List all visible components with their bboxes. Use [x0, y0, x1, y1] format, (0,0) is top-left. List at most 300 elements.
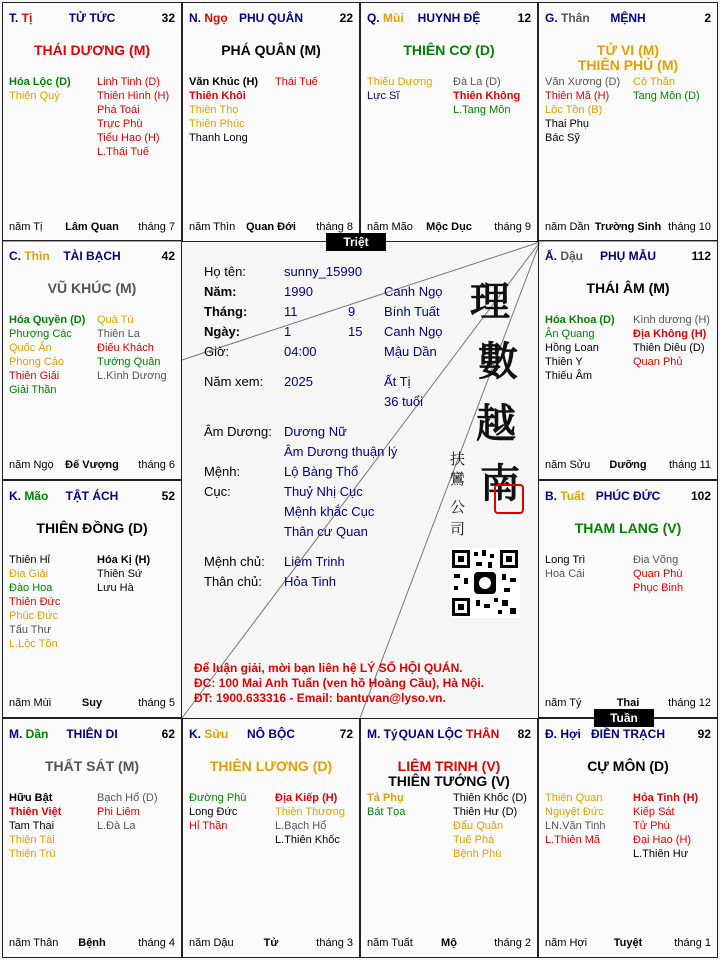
- major-star: THÁI DƯƠNG (M): [33, 42, 151, 58]
- name-value: sunny_15990: [284, 264, 363, 279]
- star-item: Hóa Quyền (D): [9, 314, 86, 326]
- palace-house-name: HUYNH ĐỆ: [417, 11, 481, 25]
- logo-small-2: 鸞: [450, 470, 466, 488]
- star-item: Thiên Tài: [9, 834, 55, 846]
- age-value: 36 tuổi: [384, 394, 424, 409]
- star-item: Hoa Cái: [545, 568, 585, 580]
- star-item: Hóa Lộc (D): [9, 76, 71, 88]
- star-item: Tử Phù: [633, 820, 670, 832]
- palace-can: Đ.: [545, 727, 561, 741]
- star-item: Thiên Không: [453, 90, 521, 102]
- palace-chi: Tý: [383, 727, 398, 741]
- star-item: L.Bạch Hổ: [275, 820, 327, 832]
- palace-header: [9, 249, 175, 265]
- palace-chi: Tuất: [560, 489, 585, 503]
- star-item: Tấu Thư: [9, 624, 52, 636]
- palace-house-name: PHÚC ĐỨC: [595, 489, 661, 503]
- star-item: Thiên Sứ: [97, 568, 143, 580]
- palace-chi: Ngọ: [204, 11, 228, 25]
- star-item: Giải Thần: [9, 384, 57, 396]
- palace-header: [367, 11, 531, 27]
- palace-ngo[interactable]: [182, 2, 360, 242]
- view-year-canchi: Ất Tị: [384, 374, 411, 389]
- logo-small-3: 公: [450, 498, 466, 516]
- palace-mao[interactable]: [2, 480, 182, 718]
- palace-month: tháng 11: [668, 459, 711, 471]
- palace-can: B.: [545, 489, 561, 503]
- star-item: Thiên Diêu (D): [633, 342, 705, 354]
- star-item: Hóa Khoa (D): [545, 314, 615, 326]
- star-item: Phong Cáo: [9, 356, 65, 368]
- star-item: Quả Tú: [97, 314, 134, 326]
- minor-stars-right: [633, 553, 683, 595]
- palace-can: G.: [545, 11, 562, 25]
- star-item: Đẩu Quân: [453, 820, 504, 832]
- star-item: L.Thiên Khốc: [275, 834, 340, 846]
- star-item: Phi Liêm: [97, 806, 140, 818]
- minor-stars-right: [97, 791, 158, 833]
- star-item: Thiên Hình (H): [97, 90, 170, 102]
- major-star: VŨ KHÚC (M): [47, 280, 137, 296]
- minor-stars-right: [275, 791, 345, 847]
- than-chu-value: Hỏa Tinh: [284, 574, 337, 589]
- palace-chi: Dậu: [560, 249, 584, 263]
- palace-number: 72: [339, 727, 353, 741]
- star-item: Thiên Y: [545, 356, 583, 368]
- minor-stars-left: [189, 791, 246, 833]
- palace-stage: Dưỡng: [609, 459, 647, 471]
- star-item: Thiên Việt: [9, 806, 62, 818]
- star-item: Văn Xương (D): [545, 76, 621, 88]
- palace-stage: Tử: [263, 937, 279, 949]
- palace-month: tháng 6: [138, 459, 175, 471]
- minor-stars-left: [9, 553, 60, 651]
- palace-year: năm Tuất: [367, 937, 413, 949]
- view-year-label: Năm xem:: [204, 374, 264, 389]
- star-item: Văn Khúc (H): [189, 76, 259, 88]
- palace-year: năm Thìn: [189, 221, 236, 233]
- name-label: Họ tên:: [204, 264, 246, 279]
- palace-year: năm Mùi: [9, 697, 52, 709]
- palace-footer: [9, 221, 175, 235]
- palace-number: 102: [690, 489, 711, 503]
- palace-footer: [545, 937, 711, 951]
- star-item: Bác Sỹ: [545, 132, 580, 144]
- star-item: Bát Tọa: [367, 806, 406, 818]
- palace-month: tháng 10: [668, 221, 711, 233]
- star-item: Thiên Khốc (D): [453, 792, 527, 804]
- star-item: Ân Quang: [545, 328, 595, 340]
- menh-chu-label: Mệnh chủ:: [204, 554, 265, 569]
- cuc-label: Cục:: [204, 484, 231, 499]
- palace-house-name: TỬ TỨC: [68, 11, 116, 25]
- palace-month: tháng 8: [316, 221, 353, 233]
- palace-chi: Thìn: [24, 249, 50, 263]
- palace-house-name: MỆNH: [610, 11, 646, 25]
- star-item: Thiếu Dương: [367, 76, 433, 88]
- palace-stage: Bệnh: [78, 937, 106, 949]
- star-item: Thiên Khôi: [189, 90, 246, 102]
- menh-value: Lộ Bàng Thổ: [284, 464, 359, 479]
- palace-stage: Trường Sinh: [594, 221, 662, 233]
- major-star: THIÊN TƯỚNG (V): [388, 773, 510, 789]
- palace-can: T.: [9, 11, 22, 25]
- palace-can: N.: [189, 11, 205, 25]
- star-item: Long Đức: [189, 806, 238, 818]
- am-duong-label: Âm Dương:: [204, 424, 272, 439]
- major-star: THIÊN ĐỒNG (D): [36, 520, 148, 536]
- minor-stars-right: [633, 313, 710, 369]
- palace-footer: [189, 937, 353, 951]
- palace-chi: Thân: [561, 11, 590, 25]
- hour-canchi: Mậu Dần: [384, 344, 437, 359]
- major-star: THIÊN PHỦ (M): [577, 57, 679, 73]
- minor-stars-right: [453, 791, 527, 861]
- palace-stage: Mộc Dục: [426, 221, 472, 233]
- star-item: Thiên Quý: [9, 90, 60, 102]
- palace-number: 32: [161, 11, 175, 25]
- palace-can: M.: [9, 727, 26, 741]
- palace-house: [545, 11, 711, 25]
- star-item: Địa Giải: [9, 568, 49, 580]
- hour-label: Giờ:: [204, 344, 230, 359]
- star-item: Địa Không (H): [633, 328, 707, 340]
- palace-chi: Sửu: [204, 727, 229, 741]
- palace-stage: Thai: [616, 697, 640, 709]
- star-item: Đà La (D): [453, 76, 501, 88]
- am-duong-value: Dương Nữ: [284, 424, 347, 439]
- palace-ti[interactable]: [2, 2, 182, 242]
- am-duong-relation: Âm Dương thuận lý: [284, 444, 398, 459]
- palace-stage: Lâm Quan: [65, 221, 119, 233]
- day-value: 1: [284, 324, 292, 339]
- palace-chi: Mão: [24, 489, 49, 503]
- star-item: Thiên Giải: [9, 370, 60, 382]
- triet-marker: Triệt: [326, 233, 386, 251]
- palace-house-name: TÀI BẠCH: [63, 249, 121, 263]
- palace-house-name: ĐIỀN TRẠCH: [591, 727, 665, 741]
- major-star: THÁI ÂM (M): [586, 280, 670, 296]
- palace-number: 2: [704, 11, 711, 25]
- major-star: LIÊM TRINH (V): [397, 758, 501, 774]
- qr-code-icon: [450, 548, 520, 618]
- star-item: L.Thiên Hư: [633, 848, 689, 860]
- star-item: Phục Binh: [633, 582, 684, 594]
- lunar-month-value: 9: [348, 304, 356, 319]
- palace-footer: [367, 937, 531, 951]
- palace-stage: Quan Đới: [246, 221, 296, 233]
- minor-stars-left: [9, 313, 85, 397]
- minor-stars-left: [545, 75, 620, 145]
- palace-house: [545, 489, 711, 503]
- month-value: 11: [284, 304, 298, 319]
- palace-thin[interactable]: [2, 240, 182, 480]
- palace-number: 82: [517, 727, 531, 741]
- palace-house: [545, 727, 711, 741]
- palace-mui[interactable]: [360, 2, 538, 242]
- palace-house-name: TẬT ÁCH: [65, 489, 119, 503]
- palace-number: 112: [691, 249, 711, 263]
- palace-ty[interactable]: [360, 718, 538, 958]
- star-item: Hóa Kị (H): [97, 554, 151, 566]
- star-item: Hỏa Tinh (H): [633, 792, 699, 804]
- palace-footer: [367, 221, 531, 235]
- logo-char-3: 越: [476, 400, 516, 447]
- palace-dan[interactable]: [2, 718, 182, 958]
- star-item: Thiên Hư (D): [453, 806, 518, 818]
- palace-footer: [545, 459, 711, 473]
- star-item: Điếu Khách: [97, 342, 154, 354]
- star-item: Kình dương (H): [633, 314, 710, 326]
- palace-header: [545, 11, 711, 27]
- palace-house: [545, 249, 711, 263]
- palace-house-name: NÔ BỘC: [247, 727, 295, 741]
- palace-can: C.: [9, 249, 25, 263]
- star-item: Lực Sĩ: [367, 90, 400, 102]
- palace-footer: [9, 697, 175, 711]
- star-item: Hữu Bật: [9, 792, 53, 804]
- palace-year: năm Dần: [545, 221, 590, 233]
- minor-stars-left: [545, 313, 615, 383]
- contact-line-1: Để luận giải, mời bạn liên hệ LÝ SỐ HỘI QUÁN.: [194, 661, 463, 675]
- star-item: Thiên Hỉ: [9, 554, 50, 566]
- star-item: Thiên Thọ: [189, 104, 239, 116]
- star-item: L.Thiên Mã: [545, 834, 601, 846]
- star-item: Phượng Các: [9, 328, 72, 340]
- palace-number: 62: [161, 727, 175, 741]
- star-item: L.Lộc Tồn: [9, 638, 58, 650]
- star-item: Lưu Hà: [97, 582, 134, 594]
- star-item: Phúc Đức: [9, 610, 58, 622]
- star-item: Tam Thai: [9, 820, 55, 832]
- palace-footer: [545, 221, 711, 235]
- palace-month: tháng 12: [668, 697, 711, 709]
- star-item: Tuế Phá: [453, 834, 495, 846]
- than-cu-value: Thân cư Quan: [284, 524, 368, 539]
- star-item: L.Kình Dương: [97, 370, 167, 382]
- palace-header: [189, 727, 353, 743]
- palace-year: năm Hợi: [545, 937, 588, 949]
- palace-stage: Đế Vượng: [65, 459, 119, 471]
- palace-can: M.: [367, 727, 384, 741]
- palace-tuat[interactable]: [538, 480, 718, 718]
- palace-month: tháng 3: [316, 937, 353, 949]
- star-item: Phá Toái: [97, 104, 140, 116]
- star-item: Quan Phù: [633, 568, 683, 580]
- view-year-value: 2025: [284, 374, 313, 389]
- palace-number: 12: [517, 11, 531, 25]
- major-star: PHÁ QUÂN (M): [221, 42, 321, 58]
- palace-can: K.: [189, 727, 205, 741]
- palace-year: năm Tý: [545, 697, 582, 709]
- palace-year: năm Mão: [367, 221, 413, 233]
- star-item: Thái Tuế: [275, 76, 318, 88]
- logo-char-2: 數: [478, 338, 518, 385]
- star-item: Thiên Phúc: [189, 118, 245, 130]
- palace-number: 22: [339, 11, 353, 25]
- minor-stars-right: [97, 313, 167, 383]
- minor-stars-left: [367, 791, 405, 819]
- star-item: Bạch Hổ (D): [97, 792, 158, 804]
- palace-house: [9, 727, 175, 741]
- star-item: Nguyệt Đức: [545, 806, 604, 818]
- palace-stage: Mộ: [441, 937, 457, 949]
- minor-stars-left: [545, 553, 585, 581]
- menh-label: Mệnh:: [204, 464, 241, 479]
- palace-than[interactable]: [538, 2, 718, 242]
- palace-house: [9, 11, 175, 25]
- palace-can: Ấ.: [545, 249, 561, 263]
- major-star: THIÊN CƠ (D): [403, 42, 495, 58]
- palace-chi: Tị: [21, 11, 33, 25]
- star-item: Thiên Thương: [275, 806, 346, 818]
- star-item: L.Thái Tuế: [97, 146, 149, 158]
- palace-house-name: QUAN LỘC: [398, 727, 463, 741]
- logo-char-4: 南: [480, 460, 520, 507]
- palace-year: năm Sửu: [545, 459, 591, 471]
- palace-hoi[interactable]: [538, 718, 718, 958]
- star-item: Đường Phù: [189, 792, 247, 804]
- year-label: Năm:: [204, 284, 237, 299]
- seal-stamp-icon: [494, 484, 524, 514]
- logo-small-4: 司: [450, 520, 466, 538]
- palace-stage: Suy: [81, 697, 103, 709]
- palace-number: 92: [697, 727, 711, 741]
- palace-header: [545, 489, 711, 505]
- month-label: Tháng:: [204, 304, 248, 319]
- star-item: LN.Văn Tinh: [545, 820, 606, 832]
- palace-year: năm Tị: [9, 221, 43, 233]
- lunar-day-value: 15: [348, 324, 363, 339]
- menh-chu-value: Liêm Trinh: [284, 554, 345, 569]
- major-star: TỬ VI (M): [596, 42, 660, 58]
- palace-month: tháng 1: [674, 937, 711, 949]
- major-star: THAM LANG (V): [574, 520, 682, 536]
- cuc-value: Thuỷ Nhị Cục: [284, 484, 363, 499]
- year-canchi: Canh Ngọ: [384, 284, 443, 299]
- contact-phone-email: ĐT: 1900.633316 - Email: bantuvan@lyso.vn.: [194, 691, 446, 705]
- palace-house: [189, 727, 353, 741]
- star-item: Thiếu Âm: [545, 370, 593, 382]
- palace-house: [367, 727, 531, 741]
- palace-house-name: PHU QUÂN: [238, 11, 303, 25]
- center-info: [180, 240, 540, 718]
- star-item: Thai Phụ: [545, 118, 590, 130]
- star-item: Thiên Quan: [545, 792, 603, 804]
- palace-suu[interactable]: [182, 718, 360, 958]
- palace-year: năm Dậu: [189, 937, 234, 949]
- tuan-marker: Tuần: [594, 709, 654, 727]
- minor-stars-right: [275, 75, 318, 89]
- palace-can: K.: [9, 489, 25, 503]
- minor-stars-left: [189, 75, 258, 145]
- palace-year: năm Ngọ: [9, 459, 54, 471]
- palace-house: [189, 11, 353, 25]
- palace-house: [9, 489, 175, 503]
- palace-header: [9, 11, 175, 27]
- star-item: Tiểu Hao (H): [97, 132, 160, 144]
- major-star: THIÊN LƯƠNG (D): [209, 758, 333, 774]
- palace-chi: Dần: [25, 727, 49, 741]
- palace-header: [9, 727, 175, 743]
- star-item: Địa Kiếp (H): [275, 792, 338, 804]
- major-star: THẤT SÁT (M): [44, 758, 140, 774]
- minor-stars-right: [633, 75, 700, 103]
- palace-header: [545, 249, 711, 265]
- minor-stars-left: [545, 791, 606, 847]
- cuc-relation: Mệnh khắc Cục: [284, 504, 375, 519]
- major-star: CỰ MÔN (D): [587, 758, 669, 774]
- palace-chi: Mùi: [383, 11, 404, 25]
- palace-header: [545, 727, 711, 743]
- star-item: L.Đà La: [97, 820, 136, 832]
- palace-year: năm Thân: [9, 937, 59, 949]
- star-item: Quan Phủ: [633, 356, 683, 368]
- palace-month: tháng 2: [494, 937, 531, 949]
- star-item: Tang Môn (D): [633, 90, 700, 102]
- year-value: 1990: [284, 284, 313, 299]
- minor-stars-left: [9, 75, 71, 103]
- palace-month: tháng 7: [138, 221, 175, 233]
- minor-stars-left: [367, 75, 432, 103]
- palace-chi: Hợi: [560, 727, 581, 741]
- month-canchi: Bính Tuất: [384, 304, 440, 319]
- star-item: Địa Võng: [633, 554, 679, 566]
- contact-address: ĐC: 100 Mai Anh Tuấn (ven hồ Hoàng Cầu), Hà Nội.: [194, 676, 485, 690]
- logo-small-1: 扶: [450, 450, 466, 468]
- palace-dau[interactable]: [538, 240, 718, 480]
- palace-number: 52: [161, 489, 175, 503]
- than-chu-label: Thân chủ:: [204, 574, 262, 589]
- star-item: Kiếp Sát: [633, 806, 675, 818]
- minor-stars-right: [97, 75, 169, 159]
- star-item: Đại Hao (H): [633, 834, 692, 846]
- palace-stage: Tuyệt: [613, 937, 643, 949]
- palace-house: [367, 11, 531, 25]
- than-marker: THÂN: [466, 727, 500, 741]
- palace-house-name: THIÊN DI: [66, 727, 118, 741]
- star-item: Tướng Quân: [97, 356, 161, 368]
- day-label: Ngày:: [204, 324, 241, 339]
- palace-month: tháng 4: [138, 937, 175, 949]
- palace-month: tháng 9: [494, 221, 531, 233]
- palace-header: [189, 11, 353, 27]
- day-canchi: Canh Ngọ: [384, 324, 443, 339]
- star-item: Thiên Trù: [9, 848, 56, 860]
- palace-number: 42: [161, 249, 175, 263]
- star-item: Hồng Loan: [545, 342, 599, 354]
- minor-stars-right: [633, 791, 698, 861]
- palace-header: [367, 727, 531, 743]
- minor-stars-left: [9, 791, 61, 861]
- palace-footer: [9, 937, 175, 951]
- star-item: Linh Tinh (D): [97, 76, 160, 88]
- logo-char-1: 理: [470, 278, 510, 325]
- star-item: Quốc Ấn: [9, 342, 52, 354]
- palace-month: tháng 5: [138, 697, 175, 709]
- minor-stars-right: [97, 553, 150, 595]
- palace-can: Q.: [367, 11, 384, 25]
- star-item: Thiên La: [97, 328, 140, 340]
- star-item: Thanh Long: [189, 132, 248, 144]
- star-item: Long Trì: [545, 554, 586, 566]
- star-item: Trực Phù: [97, 118, 143, 130]
- palace-house: [9, 249, 175, 263]
- star-item: Hỉ Thần: [189, 820, 228, 832]
- minor-stars-right: [453, 75, 520, 117]
- palace-footer: [9, 459, 175, 473]
- palace-header: [9, 489, 175, 505]
